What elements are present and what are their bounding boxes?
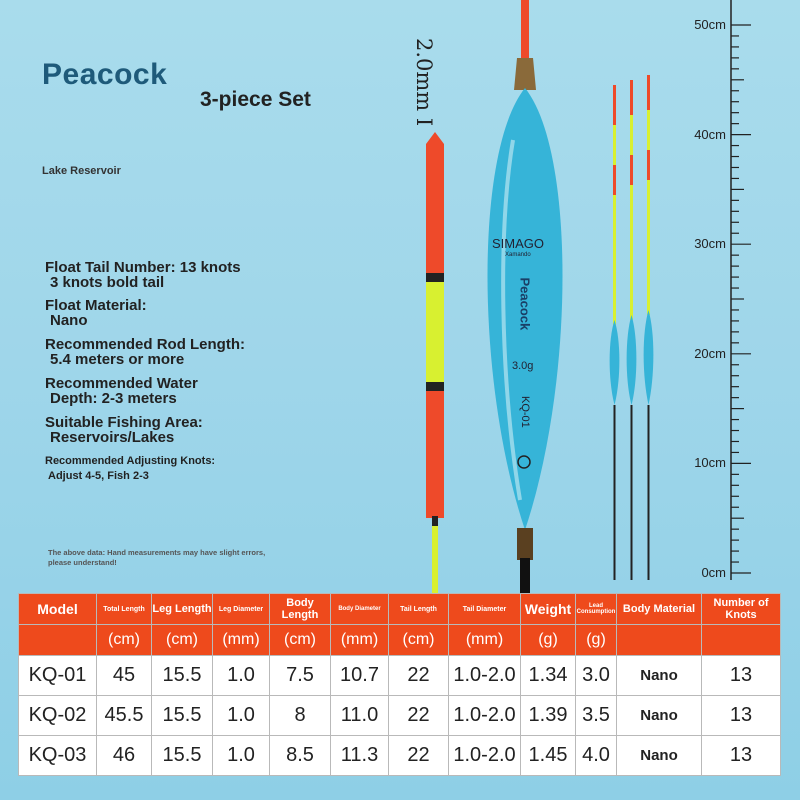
table-cell: 13 [702,696,781,736]
ruler-label: 20cm [694,345,726,361]
table-cell: 3.5 [576,696,617,736]
col-header: Body Diameter [331,594,389,625]
table-cell: Nano [617,696,702,736]
table-cell: 1.34 [521,656,576,696]
table-cell: 1.0 [213,696,270,736]
table-cell: 1.0-2.0 [449,736,521,776]
float-name: Peacock [517,277,533,331]
col-header: Number of Knots [702,594,781,625]
table-cell: 1.45 [521,736,576,776]
spec-key: Float Tail Number: 13 knots [45,259,241,276]
main-float-image [480,0,590,600]
table-cell: Nano [617,656,702,696]
page-title: Peacock [42,58,168,91]
float-set-image [605,75,665,585]
unit-cell: (mm) [449,625,521,656]
table-cell: 13 [702,736,781,776]
unit-cell: (g) [576,625,617,656]
ruler-label: 50cm [694,17,726,32]
col-header: Weight [521,594,576,625]
table-cell: 11.0 [331,696,389,736]
table-cell: KQ-02 [19,696,97,736]
ruler-label: 40cm [694,126,726,142]
page-subtitle: 3-piece Set [200,88,311,111]
spec-fishing-area [45,415,203,445]
table-cell: 22 [389,656,449,696]
spec-value: Depth: 2-3 meters [50,390,177,407]
col-header: Tail Diameter [449,594,521,625]
table-cell: 1.0 [213,736,270,776]
spec-key: Recommended Water [45,375,198,392]
length-ruler [730,0,800,600]
col-header: Total Length [97,594,152,625]
unit-cell [702,625,781,656]
spec-key: Float Material: [45,297,147,314]
spec-value: Adjust 4-5, Fish 2-3 [48,470,149,482]
spec-water-depth [45,376,198,406]
table-cell: KQ-03 [19,736,97,776]
col-header: Model [19,594,97,625]
float-model: KQ-01 [519,396,531,428]
table-row [19,736,781,776]
table-cell: 15.5 [152,696,213,736]
spec-value: 5.4 meters or more [50,351,185,368]
disclaimer-note: The above data: Hand measurements may have slight errors, please understand! [48,548,266,567]
spec-value: Reservoirs/Lakes [50,429,175,446]
float-brand-sub: Xamando [505,252,531,258]
table-cell: 22 [389,736,449,776]
col-header: Body Length [270,594,331,625]
col-header: Leg Diameter [213,594,270,625]
spec-key: Recommended Rod Length: [45,336,246,353]
table-cell: 3.0 [576,656,617,696]
spec-rod-length [45,337,245,367]
ruler-label: 30cm [694,236,726,252]
unit-cell: (cm) [270,625,331,656]
table-cell: 45.5 [97,696,152,736]
table-cell: 1.39 [521,696,576,736]
float-brand: SIMAGO [492,236,545,251]
spec-tail-number [45,260,241,290]
ruler-label: 0cm [701,565,726,580]
table-cell: 7.5 [270,656,331,696]
float-weight: 3.0g [512,360,534,372]
table-cell: 46 [97,736,152,776]
col-header: Tail Length [389,594,449,625]
table-cell: 8.5 [270,736,331,776]
table-cell: 8 [270,696,331,736]
spec-value: Nano [50,312,88,329]
unit-cell [617,625,702,656]
spec-key: Recommended Adjusting Knots: [45,455,216,467]
tail-diameter-label: 2.0mm I [412,38,436,127]
unit-cell: (mm) [331,625,389,656]
ruler-label: 10cm [694,455,726,471]
table-cell: 45 [97,656,152,696]
table-cell: 15.5 [152,656,213,696]
table-cell: 22 [389,696,449,736]
table-row [19,696,781,736]
table-header-row [19,594,781,625]
unit-cell: (cm) [97,625,152,656]
area-label: Lake Reservoir [42,165,121,177]
col-header: Leg Length [152,594,213,625]
spec-adjusting-knots [45,454,215,484]
col-header: Lead Consumption [576,594,617,625]
col-header: Body Material [617,594,702,625]
table-cell: 13 [702,656,781,696]
table-row [19,656,781,696]
table-cell: Nano [617,736,702,776]
unit-cell: (g) [521,625,576,656]
unit-cell [19,625,97,656]
unit-cell: (cm) [389,625,449,656]
table-cell: 1.0 [213,656,270,696]
spec-material [45,298,147,328]
table-cell: 15.5 [152,736,213,776]
tail-closeup-image [420,130,450,600]
unit-cell: (cm) [152,625,213,656]
spec-value: 3 knots bold tail [50,274,165,291]
table-cell: 4.0 [576,736,617,776]
table-cell: 11.3 [331,736,389,776]
table-cell: 10.7 [331,656,389,696]
spec-key: Suitable Fishing Area: [45,414,203,431]
unit-cell: (mm) [213,625,270,656]
table-cell: 1.0-2.0 [449,656,521,696]
spec-table [18,593,781,776]
table-units-row [19,625,781,656]
table-cell: 1.0-2.0 [449,696,521,736]
table-cell: KQ-01 [19,656,97,696]
